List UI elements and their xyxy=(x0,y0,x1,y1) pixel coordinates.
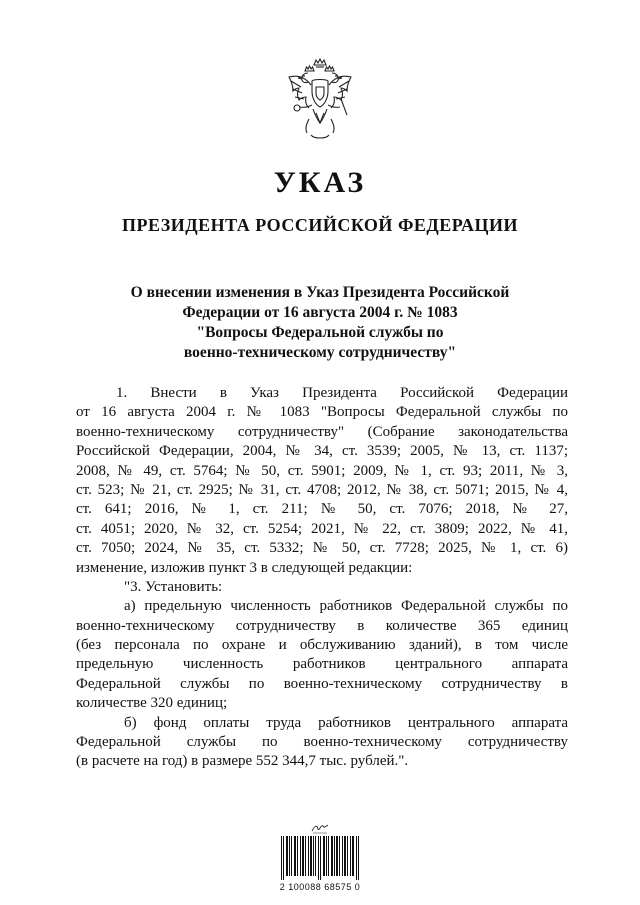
body-line: ст. 523; № 21, ст. 2925; № 31, ст. 4708; 2012, № 38, ст. 5071; 2015, № 4, xyxy=(76,481,568,498)
body-line: 2008, № 49, ст. 5764; № 50, ст. 5901; 2009, № 1, ст. 93; 2011, № 3, xyxy=(76,462,568,479)
barcode xyxy=(280,822,360,902)
body-line: Федеральной службы по военно-техническому сотрудничеству xyxy=(76,734,568,751)
body-line: ст. 4051; 2020, № 32, ст. 5254; 2021, № 22, ст. 3809; 2022, № 41, xyxy=(76,520,568,537)
body-line: предельную численность работников центрального аппарата xyxy=(76,656,568,673)
decree-body xyxy=(76,384,568,772)
body-line: от 16 августа 2004 г. № 1083 "Вопросы Федеральной службы по xyxy=(76,404,568,421)
body-line: военно-техническому сотрудничеству в количестве 365 единиц xyxy=(76,617,568,634)
russian-coat-of-arms-icon xyxy=(283,55,357,147)
heading-line: "Вопросы Федеральной службы по xyxy=(196,324,444,341)
body-line: 1. Внести в Указ Президента Российской Федерации xyxy=(116,385,568,401)
body-line: "3. Установить: xyxy=(124,578,223,595)
heading-line: О внесении изменения в Указ Президента Российской xyxy=(130,284,510,301)
body-line: а) предельную численность работников Федеральной службы по xyxy=(124,598,568,615)
body-line: ст. 641; 2016, № 1, ст. 211; № 50, ст. 7076; 2018, № 27, xyxy=(76,501,568,518)
body-line: ст. 7050; 2024, № 35, ст. 5332; № 50, ст. 7728; 2025, № 1, ст. 6) xyxy=(76,540,568,557)
decree-heading xyxy=(0,283,640,363)
body-line: (без персонала по охране и обслуживанию зданий), в том числе xyxy=(76,637,568,654)
barcode-number: 2 100088 68575 0 xyxy=(279,882,361,892)
heading-line: Федерации от 16 августа 2004 г. № 1083 xyxy=(182,304,458,321)
body-line: военно-техническому сотрудничеству" (Собрание законодательства xyxy=(76,423,568,440)
document-subtitle: ПРЕЗИДЕНТА РОССИЙСКОЙ ФЕДЕРАЦИИ xyxy=(122,215,518,235)
body-line: б) фонд оплаты труда работников центрального аппарата xyxy=(124,714,568,731)
body-line: Российской Федерации, 2004, № 34, ст. 3539; 2005, № 13, ст. 1137; xyxy=(76,443,568,460)
body-line: изменение, изложив пункт 3 в следующей редакции: xyxy=(76,559,413,576)
body-line: количестве 320 единиц; xyxy=(76,695,228,712)
body-line: Федеральной службы по военно-техническому сотрудничеству в xyxy=(76,675,568,692)
heading-line: военно-техническому сотрудничеству" xyxy=(183,344,457,361)
document-title: УКАЗ xyxy=(273,166,367,199)
body-line: (в расчете на год) в размере 552 344,7 тыс. рублей.". xyxy=(76,753,409,770)
barcode-icon xyxy=(280,836,360,880)
signature-mark-icon xyxy=(310,822,330,834)
